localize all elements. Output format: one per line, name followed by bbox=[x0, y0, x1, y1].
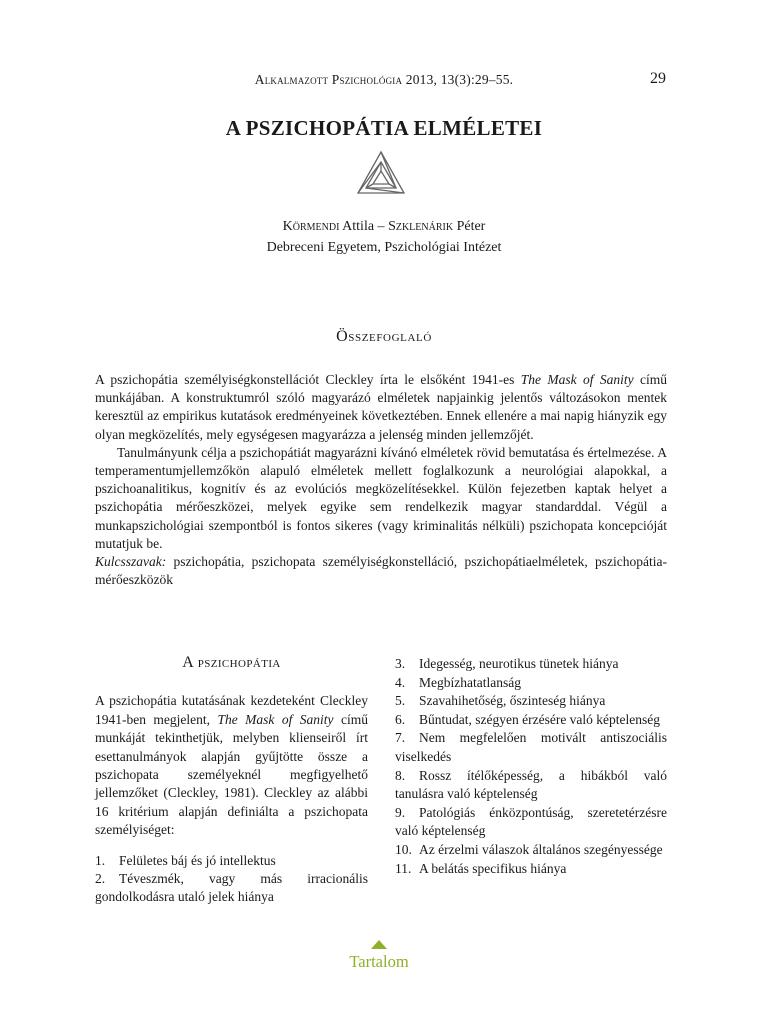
list-item bbox=[95, 870, 368, 907]
abstract-paragraph-1 bbox=[95, 371, 667, 444]
abstract-body bbox=[95, 371, 667, 589]
intro-a: A pszichopátia kutatásának kezdeteként Cleckley 1941-ben megjelent, bbox=[95, 693, 368, 727]
item-text: Felületes báj és jó intellektus bbox=[119, 852, 276, 868]
item-number: 7. bbox=[395, 730, 406, 746]
item-text: Téveszmék, vagy más irracionális gondolkodásra utaló jelek hiánya bbox=[95, 871, 368, 905]
criteria-list-right bbox=[395, 655, 667, 878]
affiliation: Debreceni Egyetem, Pszichológiai Intézet bbox=[266, 240, 502, 255]
item-number: 10. bbox=[395, 841, 412, 857]
item-number: 1. bbox=[95, 852, 106, 868]
list-item bbox=[395, 692, 667, 711]
item-number: 3. bbox=[395, 656, 406, 671]
item-number: 9. bbox=[395, 804, 406, 820]
item-text: Az érzelmi válaszok általános szegényessége bbox=[419, 841, 663, 857]
intro-book-title: The Mask of Sanity bbox=[217, 711, 334, 727]
page-number: 29 bbox=[650, 70, 666, 87]
author-names bbox=[0, 216, 768, 237]
item-number: 4. bbox=[395, 674, 406, 690]
left-column bbox=[95, 654, 368, 907]
list-item bbox=[95, 852, 368, 870]
journal-issue: 2013, 13(3):29–55. bbox=[402, 72, 514, 87]
list-item bbox=[395, 841, 667, 860]
list-item bbox=[395, 804, 667, 841]
author1-surname: Körmendi bbox=[282, 219, 340, 234]
abstract-p1-b: című munkájában. A konstruktumról szóló magyarázó elméletek napjainkig jelentős változásokon mentek keresztül az empirikus kutatások eredményeinek következtében. Ennek ellenére a mai napig hiányzik egy olyan megközelítés, mely egységesen magyarázza a jelenség minden jellemzőjét. bbox=[95, 372, 667, 442]
item-text: Megbízhatatlanság bbox=[419, 674, 521, 690]
item-number: 5. bbox=[395, 693, 406, 709]
author1-given: Attila – bbox=[339, 219, 389, 234]
section-intro bbox=[95, 692, 368, 839]
journal-name: Alkalmazott Pszichológia bbox=[254, 72, 403, 87]
impossible-triangle-logo bbox=[356, 150, 406, 196]
item-text: Nem megfelelően motivált antiszociális viselkedés bbox=[395, 730, 667, 764]
author-block bbox=[0, 216, 768, 258]
item-number: 6. bbox=[395, 711, 406, 727]
item-text: Bűntudat, szégyen érzésére való képtelenség bbox=[419, 711, 661, 727]
item-number: 8. bbox=[395, 767, 406, 783]
item-text: Patológiás énközpontúság, szeretetérzésre való képtelenség bbox=[395, 804, 667, 839]
toc-label[interactable]: Tartalom bbox=[349, 952, 409, 971]
item-text: Rossz ítélőképesség, a hibákból való tanulásra való képtelenség bbox=[395, 767, 667, 802]
table-of-contents-link[interactable] bbox=[0, 940, 758, 972]
item-number: 11. bbox=[395, 860, 412, 876]
intro-b: című munkáját tekinthetjük, melyben klienseiről írt esettanulmányok alapján gyűjtötte össze a pszichopata személyeknél megfigyelhető jellemzőket (Cleckley, 1981). Cleckley az alábbi 16 kritérium alapján definiálta a pszichopata személyiséget: bbox=[95, 711, 368, 838]
right-column bbox=[395, 655, 667, 878]
keywords-label: Kulcsszavak: bbox=[95, 554, 167, 570]
item-text: Szavahihetőség, őszinteség hiánya bbox=[419, 693, 606, 709]
criteria-list-left bbox=[95, 852, 368, 907]
section-heading: A pszichopátia bbox=[182, 654, 281, 671]
author2-given: Péter bbox=[453, 219, 486, 234]
keywords-list: pszichopátia, pszichopata személyiségkonstelláció, pszichopátiaelméletek, pszichopátia-mérőeszközök bbox=[95, 554, 667, 588]
article-title: A PSZICHOPÁTIA ELMÉLETEI bbox=[225, 116, 543, 140]
list-item bbox=[395, 674, 667, 693]
author2-surname: Szklenárik bbox=[388, 219, 454, 234]
book-title: The Mask of Sanity bbox=[520, 372, 634, 387]
item-text: Idegesség, neurotikus tünetek hiánya bbox=[419, 656, 619, 671]
list-item bbox=[395, 767, 667, 804]
abstract-paragraph-2: Tanulmányunk célja a pszichopátiát magyarázni kívánó elméletek rövid bemutatása és értelmezése. A temperamentumjellemzőkön alapuló elméletek mellett foglalkozunk a neurológiai alapokkal, a pszichoanalitikus, kognitív és az evolúciós megközelítésekkel. Külön fejezetben kaptak helyet a pszichopátia mérőeszközei, melyek egyike sem rendelkezik magyar standarddal. Végül a munkapszichológiai szempontból is fontos sikeres (vagy kriminalitás nélküli) pszichopata koncepcióját mutatjuk be. bbox=[95, 444, 667, 551]
abstract-heading: Összefoglaló bbox=[336, 328, 432, 345]
list-item bbox=[395, 655, 667, 674]
keywords bbox=[95, 553, 667, 589]
item-number: 2. bbox=[95, 871, 106, 887]
list-item bbox=[395, 711, 667, 730]
list-item bbox=[395, 729, 667, 766]
triangle-up-icon[interactable] bbox=[371, 940, 387, 949]
abstract-p1-a: A pszichopátia személyiségkonstellációt Cleckley írta le elsőként 1941-es bbox=[95, 372, 521, 387]
item-text: A belátás specifikus hiánya bbox=[419, 860, 567, 876]
list-item bbox=[395, 860, 667, 879]
